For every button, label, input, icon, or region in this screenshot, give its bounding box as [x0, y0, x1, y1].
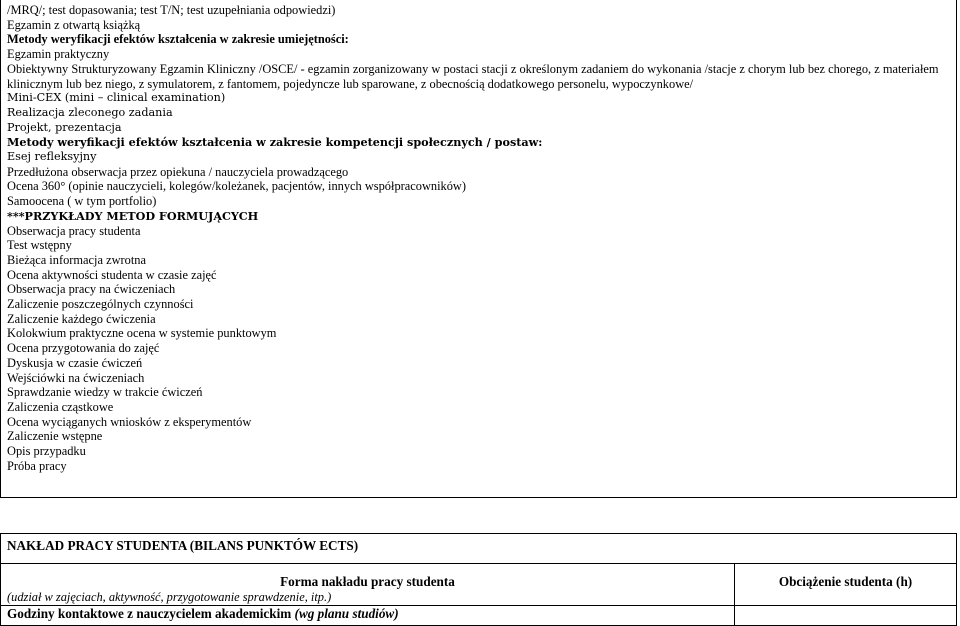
form-column-header [1, 564, 735, 606]
method-line: Obserwacja pracy studenta [7, 223, 141, 238]
method-line: Zaliczenie wstępne [7, 429, 103, 444]
method-line: Obiektywny Strukturyzowany Egzamin Kliniczny /OSCE/ - egzamin zorganizowany w postaci stacji z określonym zadaniem do wykonania /stacje z chorym lub bez chorego, z materiałem klinicznym lub bez niego, z symulatorem, z fantomem, pojedyncze lub sparowane, z obecnością dodatkowego personelu, wypoczynkowe/ [7, 61, 939, 91]
contact-hours-label [1, 606, 735, 626]
method-line: Esej refleksyjny [7, 150, 97, 164]
method-line: Przedłużona obserwacja przez opiekuna / nauczyciela prowadzącego [7, 164, 349, 179]
method-line: Realizacja zleconego zadania [7, 105, 173, 119]
method-line: Zaliczenia cząstkowe [7, 399, 114, 414]
method-line: Metody weryfikacji efektów kształcenia w zakresie umiejętności: [7, 32, 349, 47]
method-line: Ocena 360° (opinie nauczycieli, kolegów/koleżanek, pacjentów, innych współpracowników) [7, 179, 467, 194]
method-line: Ocena przygotowania do zajęć [7, 341, 160, 356]
hours-column-header: Obciążenie studenta (h) [735, 564, 957, 606]
method-line: Mini-CEX (mini – clinical examination) [7, 91, 226, 105]
contact-hours-value [735, 606, 957, 626]
method-line: Dyskusja w czasie ćwiczeń [7, 355, 143, 370]
method-line: Samoocena ( w tym portfolio) [7, 194, 157, 209]
method-line: Ocena aktywności studenta w czasie zajęć [7, 267, 217, 282]
method-line: Metody weryfikacji efektów kształcenia w zakresie kompetencji społecznych / postaw: [7, 135, 543, 150]
workload-columns-row [1, 564, 957, 606]
contact-hours-text: Godziny kontaktowe z nauczycielem akademickim [7, 606, 292, 621]
method-line: Kolokwium praktyczne ocena w systemie punktowym [7, 326, 277, 341]
method-line: Zaliczenie każdego ćwiczenia [7, 311, 156, 326]
method-line: Bieżąca informacja zwrotna [7, 252, 146, 267]
method-line: Zaliczenie poszczególnych czynności [7, 297, 194, 312]
workload-header: NAKŁAD PRACY STUDENTA (BILANS PUNKTÓW ECTS) [1, 534, 957, 564]
method-line: Opis przypadku [7, 444, 86, 459]
contact-hours-note: (wg planu studiów) [294, 606, 399, 621]
workload-section [0, 533, 957, 626]
form-title: Forma nakładu pracy studenta [280, 574, 455, 589]
method-line: Egzamin praktyczny [7, 47, 110, 62]
method-line: Sprawdzanie wiedzy w trakcie ćwiczeń [7, 385, 203, 400]
method-line: Ocena wyciąganych wniosków z eksperymentów [7, 414, 252, 429]
method-line: Próba pracy [7, 458, 67, 473]
method-line: ***PRZYKŁADY METOD FORMUJĄCYCH [7, 208, 259, 223]
method-line: Obserwacja pracy na ćwiczeniach [7, 282, 176, 297]
method-line: Egzamin z otwartą książką [7, 17, 141, 32]
form-note: (udział w zajęciach, aktywność, przygotowanie sprawdzenie, itp.) [7, 590, 332, 604]
method-line: Test wstępny [7, 238, 72, 253]
workload-header-row [1, 534, 957, 564]
contact-hours-row [1, 606, 957, 626]
method-line: Projekt, prezentacja [7, 120, 122, 134]
method-line: Wejściówki na ćwiczeniach [7, 370, 145, 385]
method-line: /MRQ/; test dopasowania; test T/N; test uzupełniania odpowiedzi) [7, 3, 336, 17]
workload-table [0, 533, 957, 626]
assessment-methods-list [7, 3, 950, 474]
